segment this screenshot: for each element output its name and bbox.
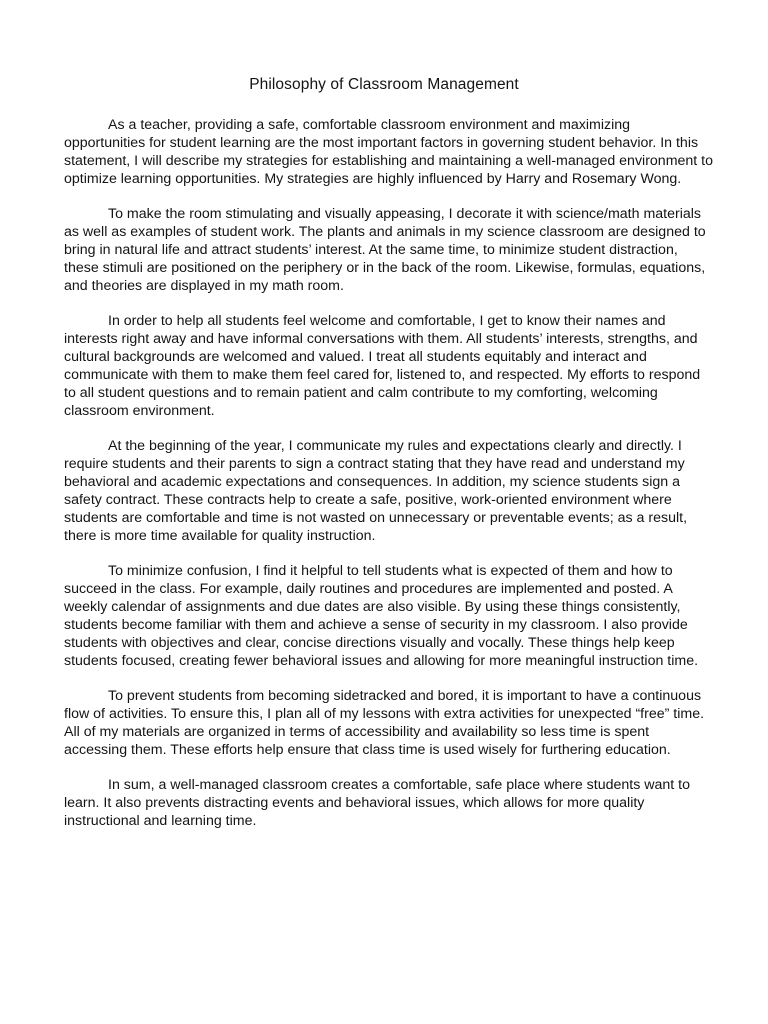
paragraph-conclusion: In sum, a well-managed classroom creates a comfortable, safe place where students want to learn. It also prevents distracting events and behavioral issues, which allows for more quality instructional and learning time. xyxy=(64,777,690,829)
document-title: Philosophy of Classroom Management xyxy=(249,76,519,93)
paragraph-minimize-confusion: To minimize confusion, I find it helpful to tell students what is expected of them and how to succeed in the class. For example, daily routines and procedures are implemented and posted. A weekly calendar of assignments and due dates are also visible. By using these things consistently, students become familiar with them and achieve a sense of security in my classroom. I also provide students with objectives and clear, concise directions visually and vocally. These things help keep students focused, creating fewer behavioral issues and allowing for more meaningful instruction time. xyxy=(64,563,699,669)
paragraph-welcoming-students: In order to help all students feel welcome and comfortable, I get to know their names and interests right away and have informal conversations with them. All students’ interests, strengths, and cultural backgrounds are welcomed and valued. I treat all students equitably and interact and communicate with them to make them feel cared for, listened to, and respected. My efforts to respond to all student questions and to remain patient and calm contribute to my comforting, welcoming classroom environment. xyxy=(64,313,701,419)
paragraph-introduction: As a teacher, providing a safe, comfortable classroom environment and maximizing opportunities for student learning are the most important factors in governing student behavior. In this statement, I will describe my strategies for establishing and maintaining a well-managed environment to optimize learning opportunities. My strategies are highly influenced by Harry and Rosemary Wong. xyxy=(64,117,714,187)
paragraph-rules-expectations: At the beginning of the year, I communicate my rules and expectations clearly and directly. I require students and their parents to sign a contract stating that they have read and understand my behavioral and academic expectations and consequences. In addition, my science students sign a safety contract. These contracts help to create a safe, positive, work-oriented environment where students are comfortable and time is not wasted on unnecessary or preventable events; as a result, there is more time available for quality instruction. xyxy=(64,438,688,544)
paragraph-flow-of-activities: To prevent students from becoming sidetracked and bored, it is important to have a continuous flow of activities. To ensure this, I plan all of my lessons with extra activities for unexpected “free” time. All of my materials are organized in terms of accessibility and availability so less time is spent accessing them. These efforts help ensure that class time is used wisely for furthering education. xyxy=(64,688,705,758)
paragraph-room-environment: To make the room stimulating and visually appeasing, I decorate it with science/math materials as well as examples of student work. The plants and animals in my science classroom are designed to bring in natural life and attract students’ interest. At the same time, to minimize student distraction, these stimuli are positioned on the periphery or in the back of the room. Likewise, formulas, equations, and theories are displayed in my math room. xyxy=(64,206,706,294)
document-body xyxy=(64,116,714,847)
